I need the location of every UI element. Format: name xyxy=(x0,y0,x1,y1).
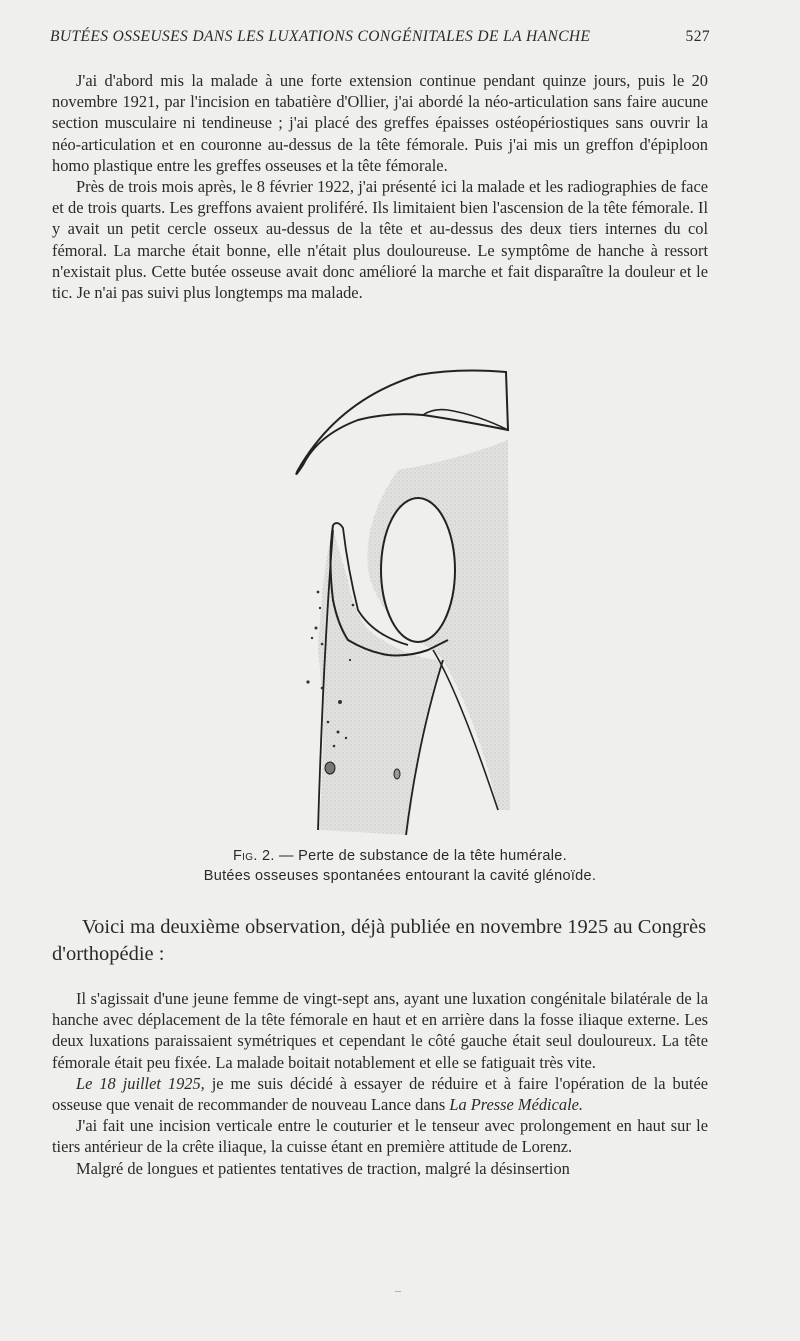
running-header xyxy=(50,28,710,46)
paragraph-body: je me suis décidé à essayer de réduire et à faire l'opération de la butée osseuse que venait de recommander de nouveau Lance dans xyxy=(52,1073,708,1115)
paragraph: J'ai d'abord mis la malade à une forte extension continue pendant quinze jours, puis le 20 novembre 1921, par l'incision en tabatière d'Ollier, j'ai abordé la néo-articulation sans faire aucune section musculaire ni tendineuse ; j'ai placé des greffes épaisses ostéopériostiques sans ouvrir la néo-articulation et en couronne au-dessus de la tête fémorale. Puis j'ai mis un greffon d'épiploon homo plastique entre les greffes osseuses et la tête fémorale. xyxy=(52,71,708,175)
figure-humeral-head xyxy=(258,360,518,845)
figure-caption xyxy=(100,846,700,886)
paragraph: Malgré de longues et patientes tentatives de traction, malgré la désinsertion xyxy=(76,1158,570,1178)
anatomical-drawing xyxy=(258,360,518,845)
journal-title: La Presse Médicale. xyxy=(449,1095,583,1115)
paragraph: Près de trois mois après, le 8 février 1922, j'ai présenté ici la malade et les radiographies de face et de trois quarts. Les greffons avaient proliféré. Ils limitaient bien l'ascension de la tête fémorale. Il y avait un petit cercle osseux au-dessus de la tête et au-dessus des deux tiers internes du col fémoral. La marche était bonne, elle n'était plus douloureuse. Le symptôme de hanche à ressort n'existait plus. Cette butée osseuse avait donc amélioré la marche et fait disparaître la douleur et le tic. Je n'ai pas suivi plus longtemps ma malade. xyxy=(52,177,708,303)
section-2-text xyxy=(52,988,708,1179)
caption-line-1 xyxy=(100,846,700,866)
caption-line-2: Butées osseuses spontanées entourant la cavité glénoïde. xyxy=(203,868,597,884)
figure-label: Fig. 2. xyxy=(233,848,275,864)
paragraph-with-date xyxy=(52,1073,708,1115)
caption-text-1: — Perte de substance de la tête humérale. xyxy=(279,848,567,864)
paragraph: Il s'agissait d'une jeune femme de vingt-sept ans, ayant une luxation congénitale bilatérale de la hanche avec déplacement de la tête fémorale en haut et en arrière dans la fosse iliaque externe. Les deux luxations paraissaient symétriques et cependant le côté gauche était seul douloureux. La tête fémorale était peu fixée. La malade boitait notablement et elle se fatiguait très vite. xyxy=(52,989,708,1072)
page-mark: – xyxy=(395,1283,401,1297)
running-title: BUTÉES OSSEUSES DANS LES LUXATIONS CONGÉNITALES DE LA HANCHE xyxy=(50,28,591,45)
paragraph: J'ai fait une incision verticale entre le couturier et le tenseur avec prolongement en haut sur le tiers antérieur de la crête iliaque, la cuisse étant en première attitude de Lorenz. xyxy=(52,1116,708,1157)
observation-intro: Voici ma deuxième observation, déjà publiée en novembre 1925 au Congrès d'orthopédie : xyxy=(52,916,707,965)
date-phrase: Le 18 juillet 1925, xyxy=(76,1073,205,1093)
section-1-text xyxy=(52,70,708,303)
page-number: 527 xyxy=(685,28,710,45)
